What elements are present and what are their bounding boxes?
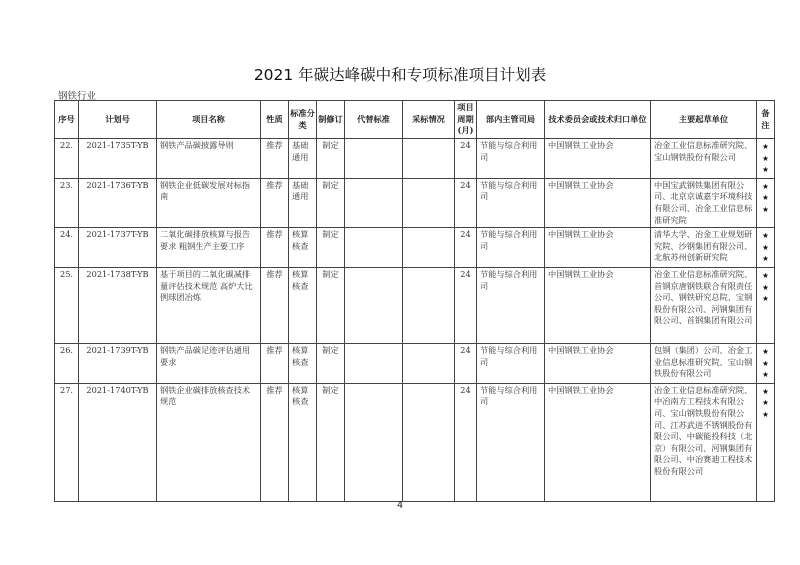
row-committee: 中国钢铁工业协会 <box>545 139 651 179</box>
header-remark: 备注 <box>757 101 775 139</box>
row-drafter: 包钢（集团）公司、冶金工业信息标准研究院、宝山钢铁股份有限公司 <box>651 343 757 383</box>
table-row <box>55 343 775 383</box>
header-plan-no: 计划号 <box>79 101 157 139</box>
row-replaced <box>345 178 403 227</box>
row-seq: 25. <box>55 267 79 343</box>
row-seq: 22. <box>55 139 79 179</box>
row-replaced <box>345 139 403 179</box>
row-name: 钢铁产品碳足迹评估通用要求 <box>157 343 261 383</box>
row-committee: 中国钢铁工业协会 <box>545 383 651 501</box>
row-category: 基础通用 <box>289 178 317 227</box>
star-icon: ★ <box>762 386 769 396</box>
row-revise: 制定 <box>317 228 345 268</box>
table-header-row <box>55 101 775 139</box>
row-name: 钢铁企业碳排放核查技术规范 <box>157 383 261 501</box>
row-period: 24 <box>455 267 477 343</box>
row-plan-no: 2021-1737T-YB <box>79 228 157 268</box>
header-committee: 技术委员会或技术归口单位 <box>545 101 651 139</box>
header-seq: 序号 <box>55 101 79 139</box>
header-period: 项目周期(月) <box>455 101 477 139</box>
row-plan-no: 2021-1740T-YB <box>79 383 157 501</box>
row-committee: 中国钢铁工业协会 <box>545 267 651 343</box>
star-icon: ★ <box>762 231 769 241</box>
header-replaced: 代替标准 <box>345 101 403 139</box>
header-revise: 制修订 <box>317 101 345 139</box>
header-adoption: 采标情况 <box>403 101 455 139</box>
row-revise: 制定 <box>317 383 345 501</box>
header-name: 项目名称 <box>157 101 261 139</box>
header-nature: 性质 <box>261 101 289 139</box>
row-remark <box>757 383 775 501</box>
star-icon: ★ <box>762 294 769 304</box>
row-department: 节能与综合利用司 <box>477 228 545 268</box>
star-icon: ★ <box>762 242 769 252</box>
row-replaced <box>345 343 403 383</box>
row-seq: 23. <box>55 178 79 227</box>
row-adoption <box>403 228 455 268</box>
row-period: 24 <box>455 178 477 227</box>
row-period: 24 <box>455 228 477 268</box>
star-icon: ★ <box>762 165 769 175</box>
page-number: 4 <box>396 500 404 511</box>
star-icon: ★ <box>762 270 769 280</box>
row-nature: 推荐 <box>261 267 289 343</box>
row-nature: 推荐 <box>261 178 289 227</box>
row-remark <box>757 178 775 227</box>
row-committee: 中国钢铁工业协会 <box>545 228 651 268</box>
row-adoption <box>403 139 455 179</box>
row-drafter: 中国宝武钢铁集团有限公司、北京京诚嘉宇环境科技有限公司、冶金工业信息标准研究院 <box>651 178 757 227</box>
row-committee: 中国钢铁工业协会 <box>545 343 651 383</box>
row-adoption <box>403 267 455 343</box>
row-seq: 26. <box>55 343 79 383</box>
row-remark <box>757 139 775 179</box>
row-department: 节能与综合利用司 <box>477 343 545 383</box>
row-remark <box>757 267 775 343</box>
row-plan-no: 2021-1736T-YB <box>79 178 157 227</box>
star-icon: ★ <box>762 142 769 151</box>
row-plan-no: 2021-1739T-YB <box>79 343 157 383</box>
row-adoption <box>403 343 455 383</box>
row-department: 节能与综合利用司 <box>477 178 545 227</box>
row-category: 核算核查 <box>289 267 317 343</box>
star-icon: ★ <box>762 358 769 368</box>
star-icon: ★ <box>762 409 769 419</box>
row-name: 钢铁产品碳披露导则 <box>157 139 261 179</box>
section-label: 钢铁行业 <box>58 91 97 102</box>
row-nature: 推荐 <box>261 383 289 501</box>
standards-plan-table <box>54 100 775 502</box>
star-icon: ★ <box>762 181 769 191</box>
star-icon: ★ <box>762 398 769 408</box>
row-revise: 制定 <box>317 267 345 343</box>
table-row <box>55 178 775 227</box>
row-name: 钢铁企业低碳发展对标指南 <box>157 178 261 227</box>
row-name: 二氧化碳排放核算与报告要求 粗钢生产主要工序 <box>157 228 261 268</box>
row-drafter: 冶金工业信息标准研究院、首钢京唐钢铁联合有限责任公司、钢铁研究总院、宝钢股份有限公司、河钢集团有限公司、首钢集团有限公司 <box>651 267 757 343</box>
row-committee: 中国钢铁工业协会 <box>545 178 651 227</box>
row-remark <box>757 343 775 383</box>
row-category: 核算核查 <box>289 228 317 268</box>
row-replaced <box>345 228 403 268</box>
row-adoption <box>403 383 455 501</box>
row-drafter: 清华大学、冶金工业规划研究院、沙钢集团有限公司、北航苏州创新研究院 <box>651 228 757 268</box>
document-title: 2021 年碳达峰碳中和专项标准项目计划表 <box>253 66 547 84</box>
row-seq: 24. <box>55 228 79 268</box>
row-replaced <box>345 383 403 501</box>
row-nature: 推荐 <box>261 139 289 179</box>
row-department: 节能与综合利用司 <box>477 383 545 501</box>
row-category: 核算核查 <box>289 343 317 383</box>
row-revise: 制定 <box>317 343 345 383</box>
header-drafter: 主要起草单位 <box>651 101 757 139</box>
star-icon: ★ <box>762 370 769 380</box>
table-row <box>55 267 775 343</box>
row-adoption <box>403 178 455 227</box>
row-replaced <box>345 267 403 343</box>
row-period: 24 <box>455 383 477 501</box>
header-category: 标准分类 <box>289 101 317 139</box>
row-revise: 制定 <box>317 178 345 227</box>
row-nature: 推荐 <box>261 343 289 383</box>
row-plan-no: 2021-1735T-YB <box>79 139 157 179</box>
row-department: 节能与综合利用司 <box>477 139 545 179</box>
row-revise: 制定 <box>317 139 345 179</box>
row-category: 基础通用 <box>289 139 317 179</box>
row-drafter: 冶金工业信息标准研究院、宝山钢铁股份有限公司 <box>651 139 757 179</box>
star-icon: ★ <box>762 153 769 163</box>
row-remark <box>757 228 775 268</box>
row-plan-no: 2021-1738T-YB <box>79 267 157 343</box>
star-icon: ★ <box>762 204 769 214</box>
header-department: 部内主管司局 <box>477 101 545 139</box>
row-nature: 推荐 <box>261 228 289 268</box>
row-drafter: 冶金工业信息标准研究院、中冶南方工程技术有限公司、宝山钢铁股份有限公司、江苏武进不锈钢股份有限公司、中碳能投科技（北京）有限公司、河钢集团有限公司、中冶赛迪工程技术股份有限公司 <box>651 383 757 501</box>
row-department: 节能与综合利用司 <box>477 267 545 343</box>
row-period: 24 <box>455 343 477 383</box>
star-icon: ★ <box>762 282 769 292</box>
row-category: 核算核查 <box>289 383 317 501</box>
star-icon: ★ <box>762 193 769 203</box>
star-icon: ★ <box>762 346 769 356</box>
table-row <box>55 228 775 268</box>
table-row <box>55 139 775 179</box>
row-name: 基于项目的二氧化碳减排量评估技术规范 高炉大比例球团冶炼 <box>157 267 261 343</box>
star-icon: ★ <box>762 254 769 264</box>
row-seq: 27. <box>55 383 79 501</box>
row-period: 24 <box>455 139 477 179</box>
table-row <box>55 383 775 501</box>
